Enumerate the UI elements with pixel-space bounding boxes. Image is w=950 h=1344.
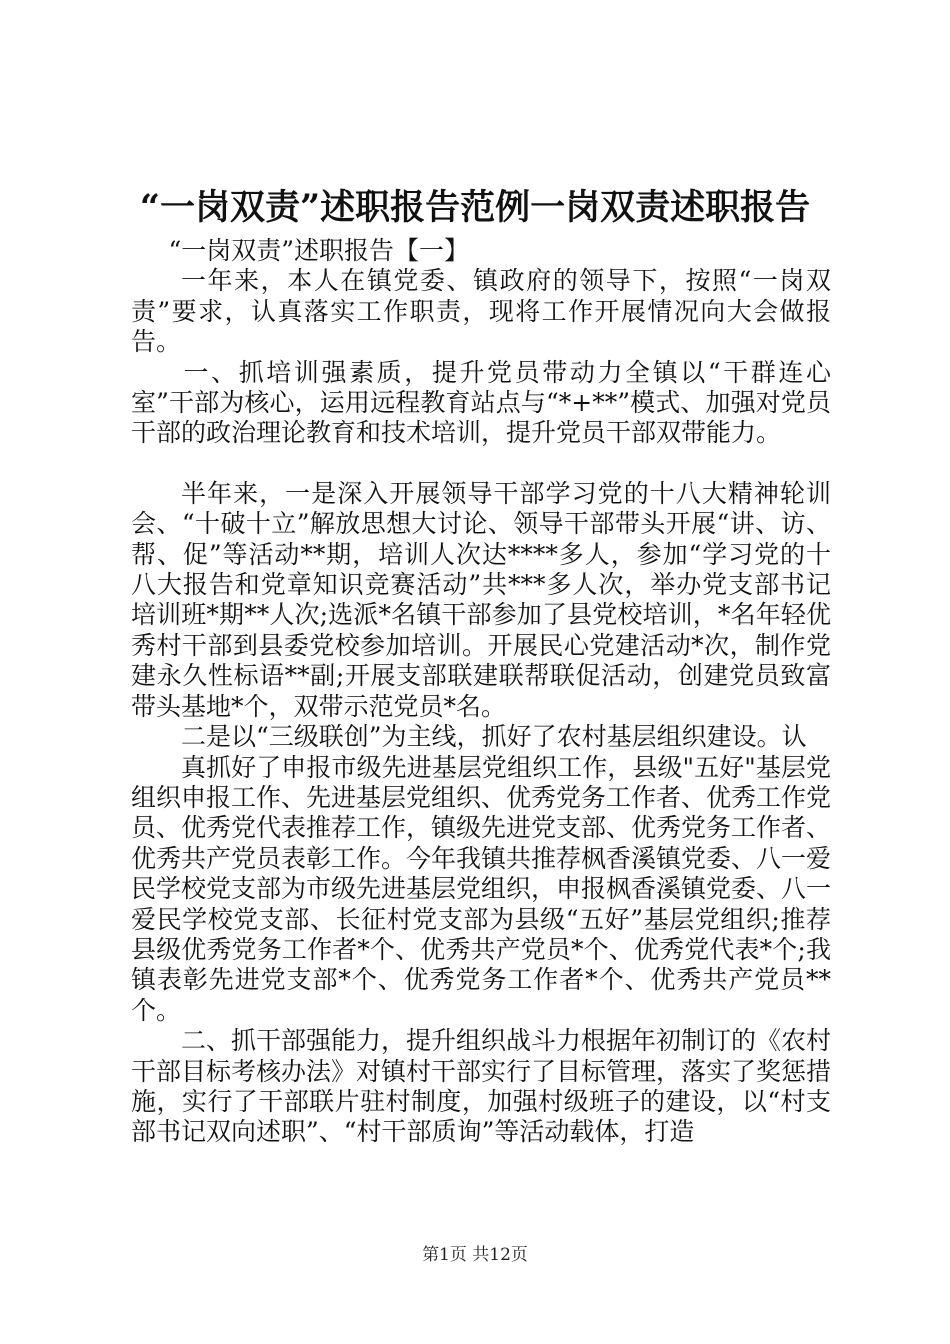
- paragraph-intro: 一年来，本人在镇党委、镇政府的领导下，按照“一岗双责”要求，认真落实工作职责，现将工作开展情况向大会做报告。: [131, 266, 831, 357]
- page-number-footer: 第1页 共12页: [422, 1245, 528, 1265]
- paragraph-organization: 真抓好了申报市级先进基层党组织工作，县级"五好"基层党组织申报工作、先进基层党组织、优秀党务工作者、优秀工作党员、优秀党代表推荐工作，镇级先进党支部、优秀党务工作者、优秀共产党员表彰工作。今年我镇共推荐枫香溪镇党委、八一爱民学校党支部为市级先进基层党组织，申报枫香溪镇党委、八一爱民学校党支部、长征村党支部为县级“五好”基层党组织;推荐县级优秀党务工作者*个、优秀共产党员*个、优秀党代表*个;我镇表彰先进党支部*个、优秀党务工作者*个、优秀共产党员**个。: [131, 752, 832, 1025]
- paragraph-section-two: 二、抓干部强能力，提升组织战斗力根据年初制订的《农村干部目标考核办法》对镇村干部实行了目标管理，落实了奖惩措施，实行了干部联片驻村制度，加强村级班子的建设，以“村支部书记双向述职”、“村干部质询”等活动载体，打造: [131, 1026, 832, 1147]
- document-title: “一岗双责”述职报告范例一岗双责述职报告: [139, 187, 811, 228]
- paragraph-three-level: 二是以“三级联创”为主线，抓好了农村基层组织建设。认: [181, 722, 807, 752]
- paragraph-section-one: 一、抓培训强素质，提升党员带动力全镇以“干群连心室”干部为核心，运用远程教育站点与“*+**”模式、加强对党员干部的政治理论教育和技术培训，提升党员干部双带能力。: [131, 357, 831, 448]
- paragraph-gap: [131, 449, 831, 479]
- section-heading: “一岗双责”述职报告【一】: [168, 236, 470, 265]
- document-body: [131, 236, 831, 1148]
- paragraph-half-year: 半年来，一是深入开展领导干部学习党的十八大精神轮训会、“十破十立”解放思想大讨论、领导干部带头开展“讲、访、帮、促”等活动**期，培训人次达****多人，参加“学习党的十八大报告和党章知识竞赛活动”共***多人次，举办党支部书记培训班*期**人次;选派*名镇干部参加了县党校培训，*名年轻优秀村干部到县委党校参加培训。开展民心党建活动*次，制作党建永久性标语**副;开展支部联建联帮联促活动，创建党员致富带头基地*个，双带示范党员*名。: [131, 478, 831, 721]
